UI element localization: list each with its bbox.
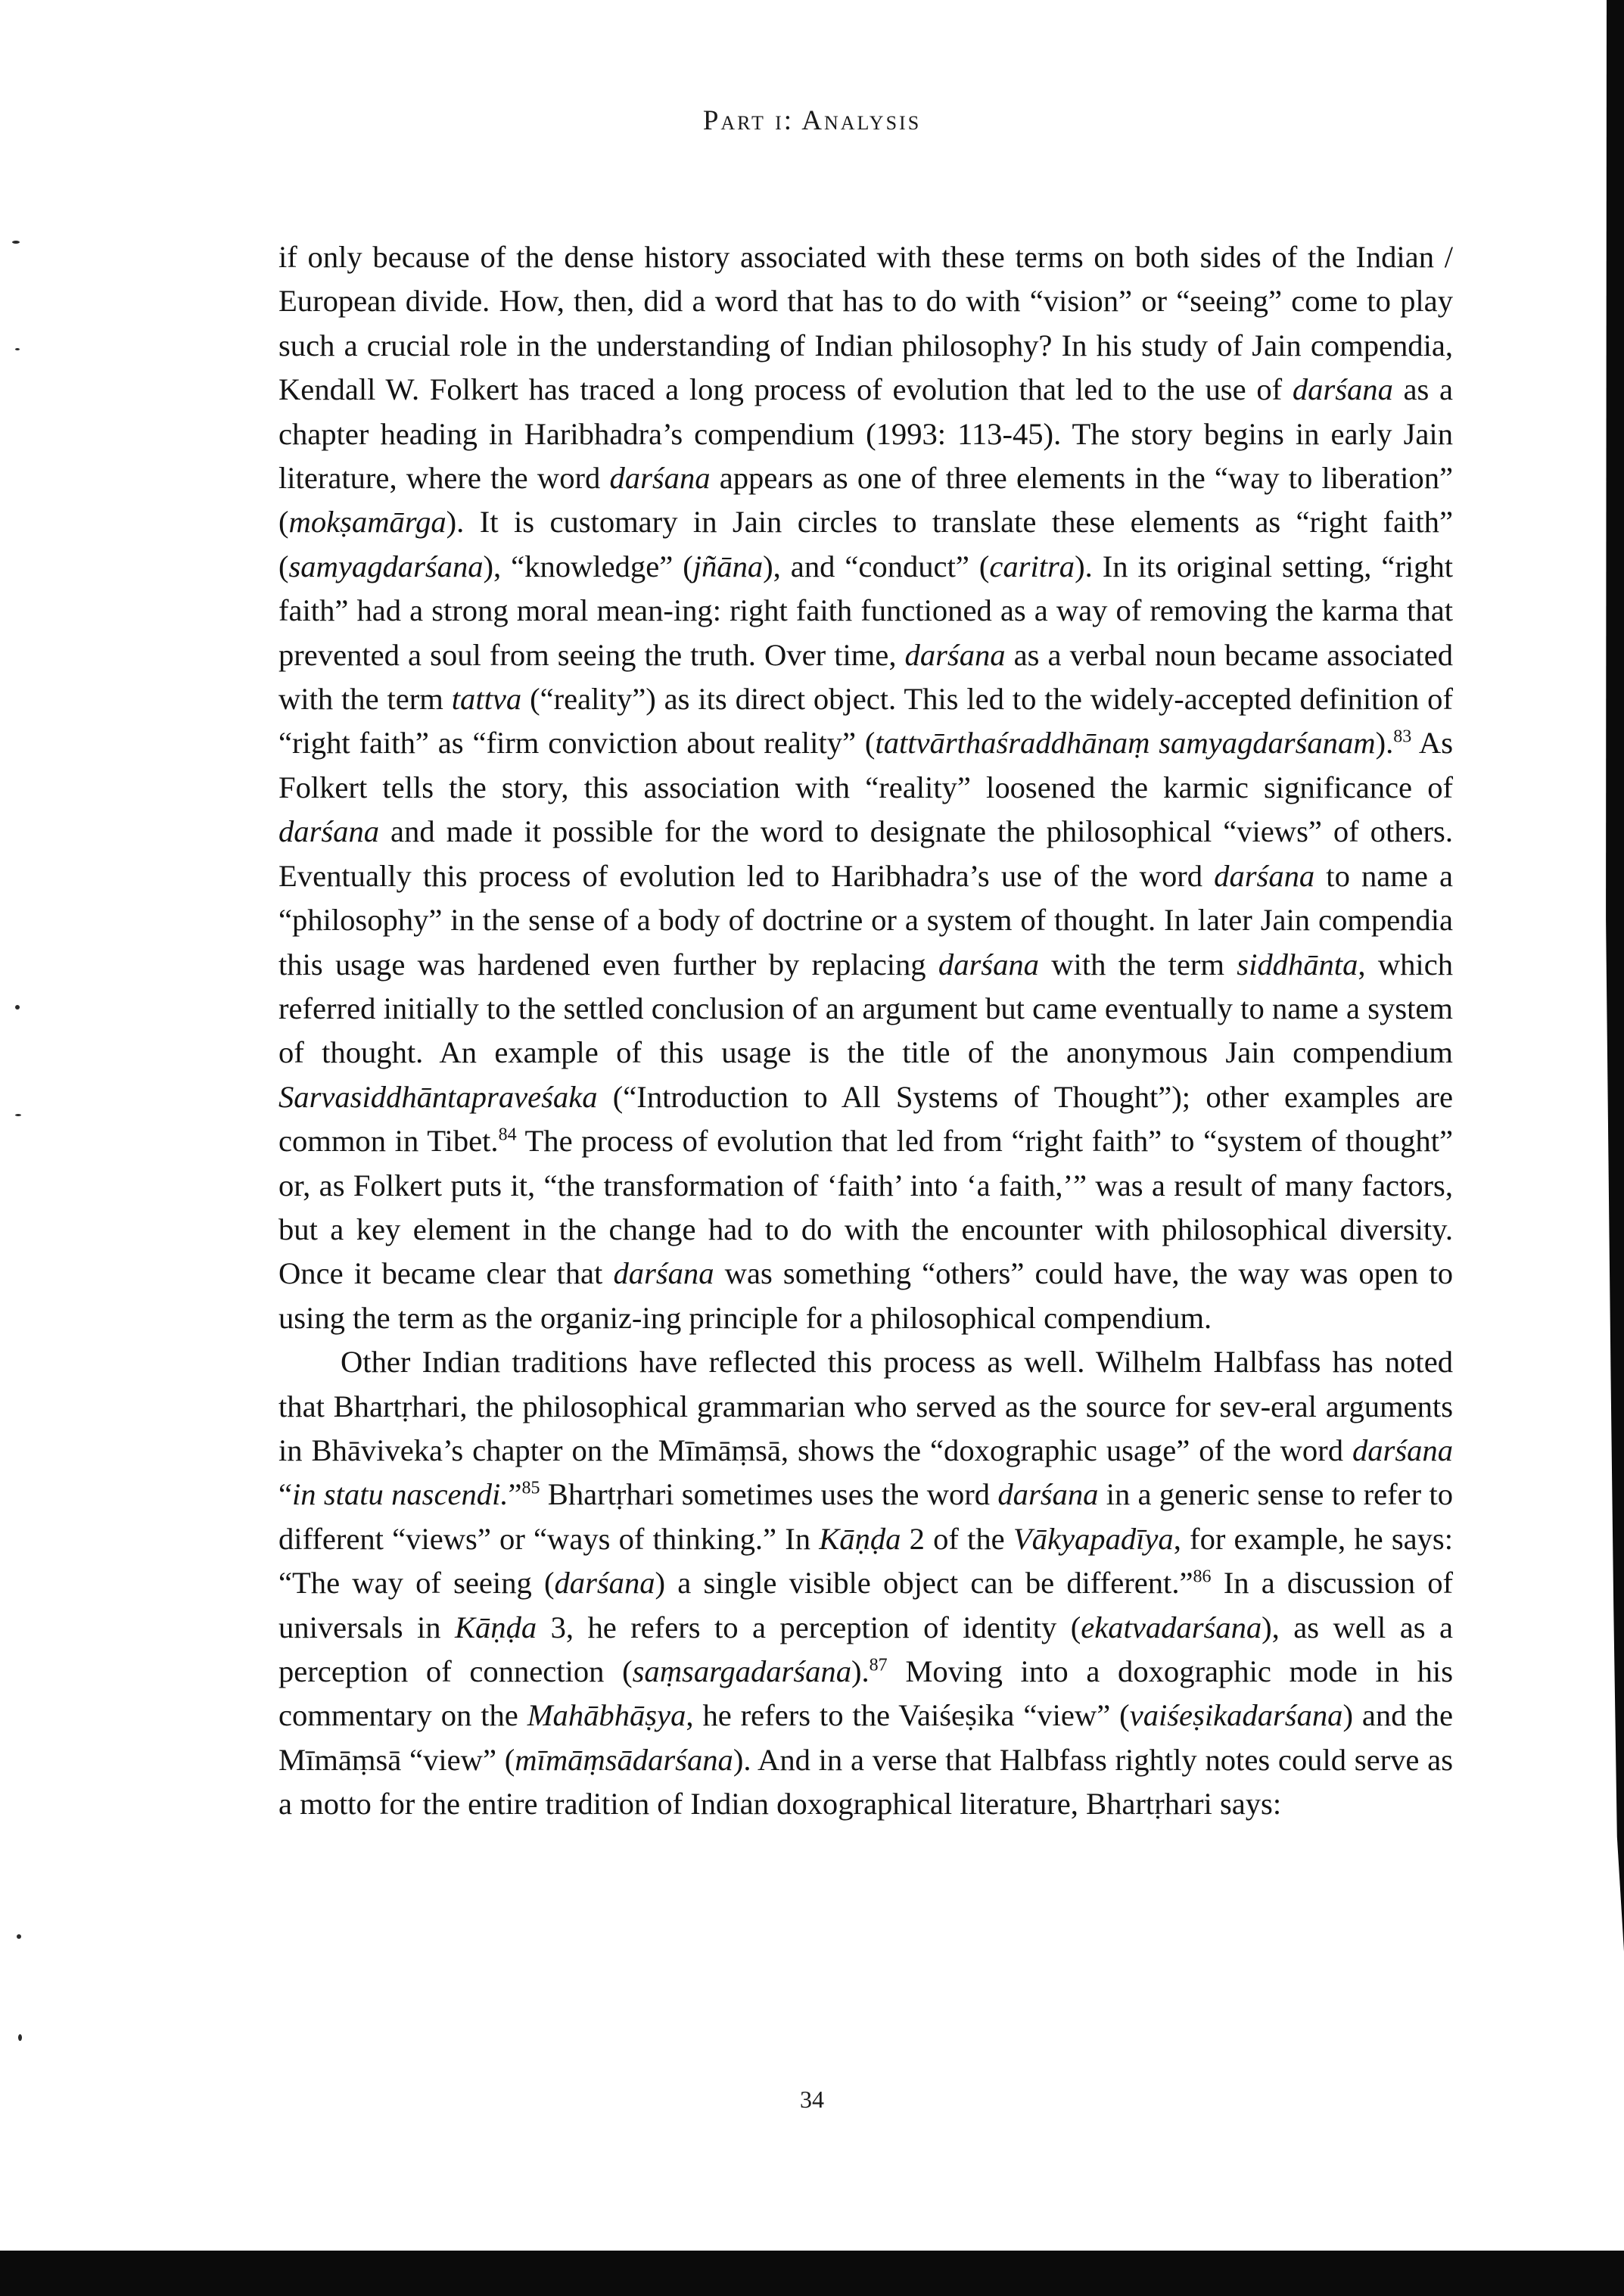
footnote-ref: 85: [521, 1478, 540, 1498]
footnote-ref: 87: [869, 1655, 888, 1675]
text-run: ) a single visible object can be different.”: [655, 1566, 1193, 1601]
italic-term: darśana: [554, 1566, 655, 1601]
text-run: (“reality”) as its direct object. This led to the widely-accepted definition of “right faith” as “firm conviction about reality” (: [278, 682, 1453, 761]
italic-term: Sarvasiddhāntapraveśaka: [278, 1079, 598, 1114]
text-run: if only because of the dense history associated with these terms on both sides of the Indian / European divide. How, then, did a word that has to do with “vision” or “seeing” come to play such a crucial role in the understanding of Indian philosophy? In his study of Jain compendia, Kendall W. Folkert has traced a long process of evolution that led to the use of: [278, 240, 1453, 407]
text-run: 2 of the: [901, 1521, 1013, 1556]
text-run: Other Indian traditions have reflected this process as well. Wilhelm Halbfass has noted that Bhartṛhari, the philosophical grammarian who served as the source for sev-eral arguments in Bhāviveka’s chapter on the Mīmāṃsā, shows the “doxographic usage” of the word: [278, 1345, 1453, 1467]
text-run: As Folkert tells the story, this association with “reality” loosened the karmic significance of: [278, 726, 1453, 804]
text-run: , he refers to the Vaiśeṣika “view” (: [686, 1698, 1130, 1733]
italic-term: darśana: [1352, 1433, 1453, 1467]
scan-bottom-edge: [0, 2251, 1624, 2296]
italic-term: darśana: [904, 637, 1006, 672]
italic-term: darśana: [938, 947, 1039, 982]
italic-term: vaiśeṣikadarśana: [1129, 1698, 1343, 1733]
italic-term: ekatvadarśana: [1081, 1610, 1262, 1644]
page-number: 34: [800, 2086, 824, 2113]
italic-term: Kāṇḍa: [819, 1521, 901, 1556]
text-run: and made it possible for the word to designate the philosophical “views” of others. Eventually this process of evolution led to Haribhadra’s use of the word: [278, 814, 1453, 893]
footnote-ref: 84: [498, 1125, 517, 1145]
text-run: Bhartṛhari sometimes uses the word: [540, 1477, 998, 1512]
italic-term: darśana: [609, 461, 711, 496]
italic-term: caritra: [989, 549, 1075, 583]
text-run: , which referred initially to the settled conclusion of an argument but came eventually to name a system of thought. An example of this usage is the title of the anonymous Jain compendium: [278, 947, 1453, 1070]
italic-term: saṃsargadarśana: [632, 1654, 851, 1688]
italic-term: darśana: [997, 1477, 1099, 1512]
footnote-ref: 86: [1193, 1566, 1212, 1587]
italic-term: jñāna: [692, 549, 764, 583]
italic-term: darśana: [613, 1256, 714, 1291]
text-run: was something “others” could have, the way was open to using the term as the organiz-ing principle for a philosophical compendium.: [278, 1256, 1453, 1335]
italic-term: siddhānta: [1237, 947, 1358, 982]
text-run: ), as well as a perception of connection (: [278, 1610, 1453, 1688]
running-header: Part i: Analysis: [702, 105, 922, 136]
italic-term: Vākyapadīya: [1013, 1521, 1174, 1556]
italic-term: tattvārthaśraddhānaṃ samyagdarśanam: [875, 726, 1376, 761]
italic-term: in statu nascendi.: [292, 1477, 509, 1512]
text-run: ). It is customary in Jain circles to translate these elements as “right faith” (: [278, 505, 1453, 583]
text-run: as a chapter heading in Haribhadra’s compendium (1993: 113-45). The story begins in early Jain literature, where the word: [278, 372, 1453, 496]
text-run: 3, he refers to a perception of identity (: [537, 1610, 1081, 1644]
text-run: ) and the Mīmāṃsā “view” (: [278, 1698, 1453, 1777]
text-run: (“Introduction to All Systems of Thought”); other examples are common in Tibet.: [278, 1079, 1453, 1159]
italic-term: Mahābhāṣya: [527, 1698, 686, 1733]
text-run: to name a “philosophy” in the sense of a body of doctrine or a system of thought. In later Jain compendia this usage was hardened even further by replacing: [278, 858, 1453, 982]
text-run: The process of evolution that led from “right faith” to “system of thought” or, as Folkert puts it, “the transformation of ‘faith’ into ‘a faith,’” was a result of many factors, but a key element in the change had to do with the encounter with philosophical diversity. Once it became clear that: [278, 1124, 1453, 1291]
scan-speck: [18, 2034, 22, 2041]
scan-speck: [15, 1005, 20, 1010]
text-run: , for example, he says: “The way of seeing (: [278, 1521, 1453, 1601]
scan-right-edge: [1589, 0, 1624, 2296]
text-run: ).: [1375, 726, 1394, 761]
text-run: Moving into a doxographic mode in his commentary on the: [278, 1654, 1453, 1733]
text-run: as a verbal noun became associated with the term: [278, 637, 1453, 717]
text-run: ). In its original setting, “right faith” had a strong moral mean-ing: right faith functioned as a way of removing the karma that prevented a soul from seeing the truth. Over time,: [278, 549, 1454, 672]
italic-term: tattva: [451, 682, 522, 717]
text-run: “: [278, 1477, 293, 1512]
italic-term: mīmāṃsādarśana: [515, 1742, 733, 1777]
footnote-ref: 83: [1393, 726, 1412, 747]
italic-term: samyagdarśana: [288, 549, 484, 583]
italic-term: darśana: [278, 814, 380, 849]
scan-speck: [15, 348, 20, 350]
text-run: appears as one of three elements in the “way to liberation” (: [278, 461, 1453, 540]
text-run: ), “knowledge” (: [483, 549, 693, 583]
text-run: with the term: [1038, 947, 1237, 982]
scan-speck: [12, 241, 20, 244]
text-run: ).: [851, 1654, 870, 1688]
text-run: In a discussion of universals in: [278, 1566, 1454, 1644]
italic-term: darśana: [1292, 372, 1393, 407]
text-run: ”: [508, 1477, 522, 1512]
text-run: in a generic sense to refer to different “views” or “ways of thinking.” In: [278, 1477, 1453, 1556]
scan-speck: [15, 1114, 21, 1116]
italic-term: mokṣamārga: [288, 505, 446, 540]
text-run: ), and “conduct” (: [763, 549, 990, 583]
paragraph: [278, 235, 1453, 1340]
paragraph: [278, 1340, 1453, 1826]
italic-term: darśana: [1214, 858, 1315, 893]
text-run: ). And in a verse that Halbfass rightly notes could serve as a motto for the entire tradition of Indian doxographical literature, Bhartṛhari says:: [278, 1742, 1453, 1822]
body-text: [278, 235, 1453, 1827]
scan-speck: [17, 1934, 21, 1939]
italic-term: Kāṇḍa: [454, 1610, 537, 1644]
